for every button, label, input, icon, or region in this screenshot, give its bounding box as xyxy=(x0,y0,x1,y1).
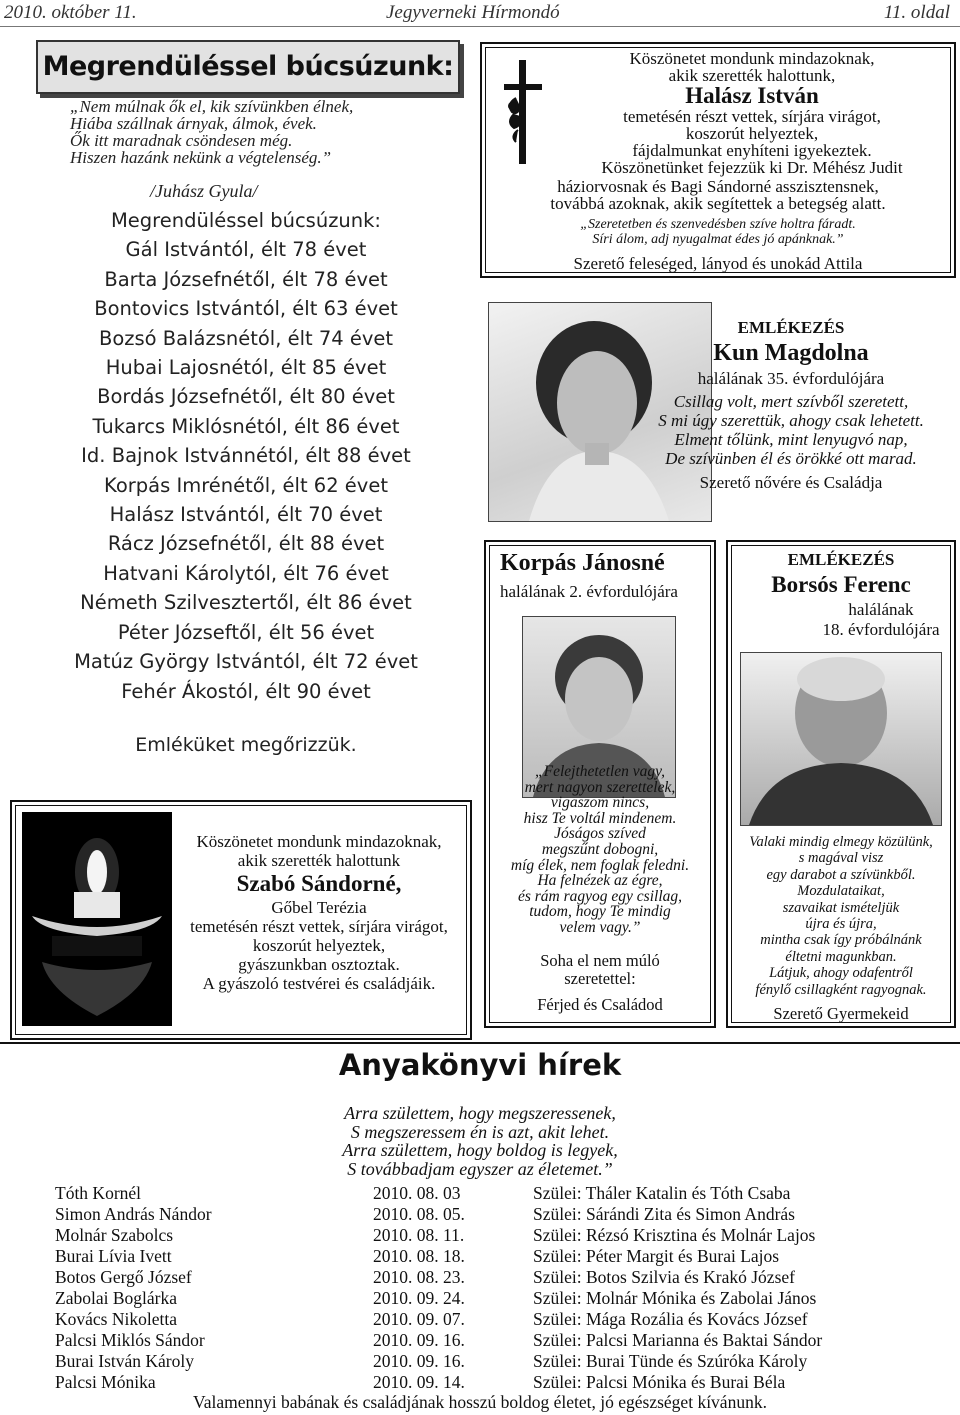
candle-icon xyxy=(22,812,172,1026)
child-name: Burai Lívia Ivett xyxy=(55,1246,172,1266)
poem-line: S mi úgy szerettük, ahogy csak lehetett. xyxy=(658,411,924,430)
list-item: Bontovics Istvántól, élt 63 évet xyxy=(94,297,398,321)
deceased-name: Borsós Ferenc xyxy=(771,572,911,597)
birth-date: 2010. 08. 23. xyxy=(373,1267,465,1287)
farewell-poem xyxy=(70,98,430,166)
korpas-notice-box xyxy=(484,540,716,1028)
page-header xyxy=(0,0,960,27)
poem-line: Elment tőlünk, mint lenyugvó nap, xyxy=(674,430,908,449)
list-item: Hubai Lajosnétól, élt 85 évet xyxy=(105,356,387,380)
list-item: Barta Józsefnétől, élt 78 évet xyxy=(104,267,388,291)
list-item: Bordás Józsefnétől, élt 80 évet xyxy=(97,385,395,409)
section-divider xyxy=(0,1042,960,1044)
birth-date: 2010. 08. 03 xyxy=(373,1183,461,1203)
signature: A gyászoló testvérei és családjáik. xyxy=(202,974,436,993)
list-item: Hatvani Károlytól, élt 76 évet xyxy=(103,561,389,585)
page-number: 11. oldal xyxy=(883,2,950,23)
text-line: Köszönetet mondunk mindazoknak, xyxy=(196,832,442,851)
text-line: továbbá azoknak, akik segítettek a betegség alatt. xyxy=(550,194,886,213)
parents: Szülei: Palcsi Marianna és Baktai Sándor xyxy=(533,1330,823,1350)
szabo-notice-box xyxy=(10,800,472,1040)
list-item: Bozsó Balázsnétól, élt 74 évet xyxy=(98,326,394,350)
list-item: Péter Józseftől, élt 56 évet xyxy=(117,620,375,644)
text-line: temetésén részt vettek, sírjára virágot, xyxy=(623,107,881,126)
borsos-poem xyxy=(728,834,954,1022)
parents: Szülei: Rézsó Krisztina és Molnár Lajos xyxy=(533,1225,816,1245)
poem-line: Arra születtem, hogy boldog is legyek, xyxy=(342,1140,618,1160)
parents: Szülei: Molnár Mónika és Zabolai János xyxy=(533,1288,817,1308)
poem-line: Ha felnézek az égre, xyxy=(537,872,663,890)
portrait-man-icon xyxy=(741,653,941,825)
portrait-photo xyxy=(740,652,942,826)
birth-date: 2010. 09. 24. xyxy=(373,1288,465,1308)
text-line: Köszönetünket fejezzük ki Dr. Méhész Judit xyxy=(601,158,903,177)
poem-line: és rám ragyog egy csillag, xyxy=(517,887,682,905)
list-item: Németh Szilvesztertől, élt 86 évet xyxy=(80,591,412,615)
quote-line: „Szeretetben és szenvedésben szíve holtra fáradt. xyxy=(580,217,856,232)
text-line: akik szerették halottunk, xyxy=(668,66,836,85)
table-row xyxy=(55,1246,935,1267)
deceased-name: Kun Magdolna xyxy=(713,340,869,366)
parents: Szülei: Burai Tünde és Szúróka Károly xyxy=(533,1351,808,1371)
list-item: Tukarcs Miklósnétól, élt 86 évet xyxy=(92,414,400,438)
table-row xyxy=(55,1372,935,1393)
poem-line: Hiszen hazánk nekünk a végtelenség.” xyxy=(70,148,332,167)
text-line: szeretettel: xyxy=(564,969,636,988)
memorial-label: EMLÉKEZÉS xyxy=(787,550,895,569)
poem-author: /Juhász Gyula/ xyxy=(150,181,258,201)
poem-line: szavaikat ismételjük xyxy=(782,899,900,916)
signature: Szerető nővére és Családja xyxy=(699,473,883,492)
poem-line: Csillag volt, mert szívből szeretett, xyxy=(673,392,909,411)
poem-line: mintha csak így próbálnánk xyxy=(760,932,922,949)
issue-date: 2010. október 11. xyxy=(4,2,137,23)
poem-line: tudom, hogy Te mindig xyxy=(529,903,671,921)
quote-line: Síri álom, adj nyugalmat édes jó apánknak.” xyxy=(592,232,844,247)
anniversary-text: halálának xyxy=(848,600,914,619)
birth-date: 2010. 08. 11. xyxy=(373,1225,465,1245)
list-item: Id. Bajnok Istvánnétól, élt 88 évet xyxy=(81,444,411,468)
list-item: Fehér Ákostól, élt 90 évet xyxy=(121,679,371,703)
births-title: Anyakönyvi hírek xyxy=(338,1048,622,1082)
poem-line: Hiába szállnak árnyak, álmok, évek. xyxy=(70,114,317,133)
publication-name: Jegyverneki Hírmondó xyxy=(386,2,560,23)
parents: Szülei: Péter Margit és Burai Lajos xyxy=(533,1246,780,1266)
text-line: akik szerették halottunk xyxy=(237,851,401,870)
table-row xyxy=(55,1267,935,1288)
poem-line: éltetni magunkban. xyxy=(785,948,897,965)
korpas-closing xyxy=(488,952,712,1014)
deceased-name: Halász István xyxy=(685,83,819,108)
parents: Szülei: Palcsi Mónika és Burai Béla xyxy=(533,1372,786,1392)
parents: Szülei: Sárándi Zita és Simon András xyxy=(533,1204,795,1224)
text-line: Köszönetet mondunk mindazoknak, xyxy=(629,49,875,68)
parents: Szülei: Tháler Katalin és Tóth Csaba xyxy=(533,1183,791,1203)
farewell-title: Megrendüléssel búcsúzunk: xyxy=(42,51,454,82)
birth-date: 2010. 09. 07. xyxy=(373,1309,465,1329)
borsos-heading xyxy=(728,550,954,640)
halasz-text-2 xyxy=(488,178,948,272)
births-closing: Valamennyi babának és családjának hosszú boldog életet, jó egészséget kívánunk. xyxy=(193,1392,767,1412)
child-name: Molnár Szabolcs xyxy=(55,1225,174,1245)
birth-date: 2010. 08. 18. xyxy=(373,1246,465,1266)
signature: Férjed és Családod xyxy=(537,995,663,1014)
birth-date: 2010. 09. 14. xyxy=(373,1372,465,1392)
candle-photo xyxy=(22,812,172,1026)
szabo-text xyxy=(170,832,468,993)
child-name: Palcsi Mónika xyxy=(55,1372,156,1392)
poem-line: „Nem múlnak ők el, kik szívünkben élnek, xyxy=(70,97,354,116)
poem-line: Mozdulataikat, xyxy=(797,883,885,900)
poem-line: s magával visz xyxy=(798,850,884,867)
text-line: koszorút helyeztek, xyxy=(252,936,386,955)
borsos-notice-box xyxy=(726,540,956,1028)
halasz-text xyxy=(552,50,952,176)
text-line: koszorút helyeztek, xyxy=(685,124,819,143)
farewell-closing: Emléküket megőrizzük. xyxy=(135,734,357,756)
list-item: Halász Istvántól, élt 70 évet xyxy=(109,503,383,527)
table-row xyxy=(55,1351,935,1372)
deceased-name: Korpás Jánosné xyxy=(500,550,665,576)
birth-date: 2010. 09. 16. xyxy=(373,1351,465,1371)
list-item: Matúz György Istvántól, élt 72 évet xyxy=(74,650,418,674)
poem-line: újra és újra, xyxy=(805,916,877,933)
list-item: Gál Istvántól, élt 78 évet xyxy=(125,238,367,262)
child-name: Burai István Károly xyxy=(55,1351,194,1371)
table-row xyxy=(55,1288,935,1309)
poem-line: „Felejthetetlen vagy, xyxy=(535,763,665,780)
text-line: temetésén részt vettek, sírjára virágot, xyxy=(190,917,448,936)
poem-line: mert nagyon szerettelek, xyxy=(524,778,676,796)
list-item: Korpás Imrénétől, élt 62 évet xyxy=(104,473,388,497)
text-line: Soha el nem múló xyxy=(540,951,660,970)
child-name: Tóth Kornél xyxy=(55,1183,142,1203)
poem-line: velem vagy.” xyxy=(559,918,641,936)
poem-line: Látjuk, ahogy odafentről xyxy=(769,965,913,982)
child-name: Botos Gergő József xyxy=(55,1267,192,1287)
text-line: fájdalmunkat enyhíteni igyekeztek. xyxy=(632,141,872,160)
memorial-label: EMLÉKEZÉS xyxy=(737,318,845,337)
poem-line: egy darabot a szívünkből. xyxy=(766,866,916,883)
halasz-notice-box xyxy=(480,42,956,278)
text-line: gyászunkban osztoztak. xyxy=(238,955,400,974)
cross-icon xyxy=(498,58,548,168)
poem-line: S továbbadjam egyszer az életemet.” xyxy=(347,1158,613,1179)
maiden-name: Gőbel Terézia xyxy=(271,898,367,917)
poem-line: De szívünben él és örökké ott marad. xyxy=(665,449,917,468)
korpas-poem xyxy=(488,764,712,936)
table-row xyxy=(55,1204,935,1225)
text-line: háziorvosnak és Bagi Sándorné asszisztensnek, xyxy=(557,177,879,196)
table-row xyxy=(55,1309,935,1330)
deceased-name: Szabó Sándorné, xyxy=(236,871,402,896)
poem-line: S megszeressem én is azt, akit lehet. xyxy=(350,1121,610,1142)
table-row xyxy=(55,1183,935,1204)
poem-line: megszűnt dobogni, xyxy=(541,840,659,858)
poem-line: Valaki mindig elmegy közülünk, xyxy=(749,834,933,850)
anniversary-text: halálának 35. évfordulójára xyxy=(697,369,885,388)
table-row xyxy=(55,1330,935,1351)
poem-line: fénylő csillagként ragyognak. xyxy=(755,981,927,998)
kun-memorial xyxy=(632,318,950,492)
parents: Szülei: Botos Szilvia és Krakó József xyxy=(533,1267,795,1287)
farewell-title-bar xyxy=(36,40,460,94)
signature: Szerető Gyermekeid xyxy=(773,1004,909,1024)
list-item: Rácz Józsefnétől, élt 88 évet xyxy=(107,532,385,556)
birth-date: 2010. 09. 16. xyxy=(373,1330,465,1350)
list-heading: Megrendüléssel búcsúzunk: xyxy=(110,209,382,232)
anniversary-text: halálának 2. évfordulójára xyxy=(500,582,678,601)
deceased-list xyxy=(36,206,456,706)
child-name: Simon András Nándor xyxy=(55,1204,212,1224)
poem-line: vigaszom nincs, xyxy=(550,794,650,812)
poem-line: hisz Te voltál mindenem. xyxy=(523,809,677,827)
poem-line: Jóságos szíved xyxy=(554,825,646,843)
child-name: Palcsi Miklós Sándor xyxy=(55,1330,205,1350)
child-name: Zabolai Boglárka xyxy=(55,1288,177,1308)
table-row xyxy=(55,1225,935,1246)
signature: Szerető feleséged, lányod és unokád Attila xyxy=(573,254,863,273)
poem-line: míg élek, nem foglak feledni. xyxy=(510,856,690,874)
poem-line: Ők itt maradnak csöndesen még. xyxy=(70,131,293,150)
birth-date: 2010. 08. 05. xyxy=(373,1204,465,1224)
anniversary-text: 18. évfordulójára xyxy=(822,620,940,639)
births-poem xyxy=(0,1104,960,1178)
parents: Szülei: Mága Rozália és Kovács József xyxy=(533,1309,808,1329)
poem-line: Arra születtem, hogy megszeressenek, xyxy=(344,1103,616,1123)
child-name: Kovács Nikoletta xyxy=(55,1309,177,1329)
